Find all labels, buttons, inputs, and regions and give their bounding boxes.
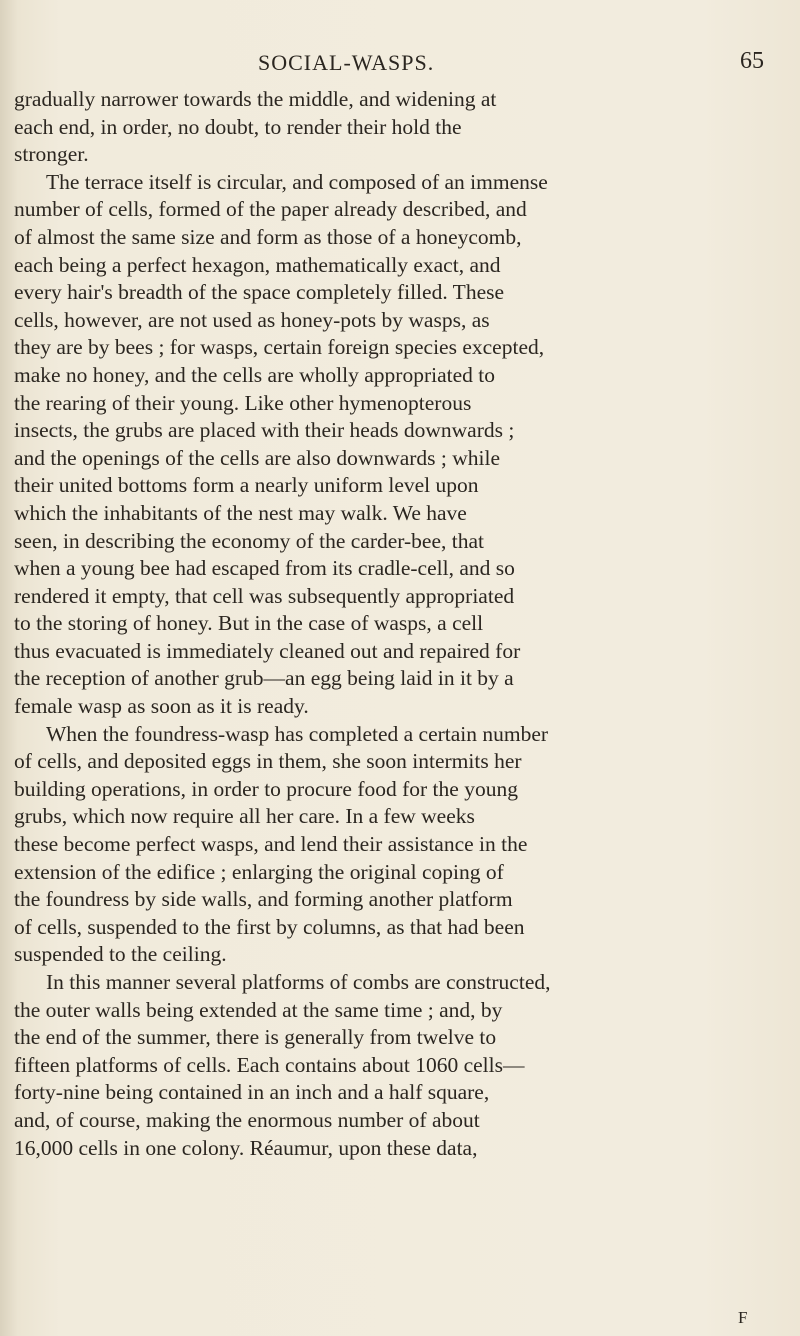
text-line: the foundress by side walls, and forming another platform	[14, 887, 513, 912]
text-line: gradually narrower towards the middle, and widening at	[14, 87, 497, 111]
text-line: number of cells, formed of the paper already described, and	[14, 197, 527, 222]
text-line: they are by bees ; for wasps, certain foreign species excepted,	[14, 335, 545, 360]
text-line: forty-nine being contained in an inch and a half square,	[14, 1080, 490, 1105]
running-title: SOCIAL-WASPS.	[258, 50, 435, 75]
text-line: seen, in describing the economy of the carder-bee, that	[14, 528, 484, 553]
text-line: thus evacuated is immediately cleaned out and repaired for	[14, 638, 521, 663]
running-head	[0, 50, 800, 80]
text-line: make no honey, and the cells are wholly appropriated to	[14, 362, 495, 387]
text-line: when a young bee had escaped from its cradle-cell, and so	[14, 556, 515, 581]
text-line: female wasp as soon as it is ready.	[14, 694, 309, 719]
text-line: every hair's breadth of the space completely filled. These	[14, 280, 505, 305]
text-line: each being a perfect hexagon, mathematically exact, and	[14, 252, 501, 277]
body-text	[14, 86, 790, 1162]
signature-mark: F	[738, 1308, 748, 1327]
text-line: to the storing of honey. But in the case of wasps, a cell	[14, 611, 484, 636]
text-line: these become perfect wasps, and lend their assistance in the	[14, 832, 528, 857]
text-line: the reception of another grub—an egg being laid in it by a	[14, 666, 514, 691]
text-line: of cells, suspended to the first by columns, as that had been	[14, 914, 525, 939]
paragraph-start-line: The terrace itself is circular, and composed of an immense	[46, 169, 548, 194]
text-line: 16,000 cells in one colony. Réaumur, upon these data,	[14, 1135, 478, 1160]
text-line: which the inhabitants of the nest may walk. We have	[14, 500, 467, 525]
text-line: each end, in order, no doubt, to render their hold the	[14, 114, 462, 139]
text-line: rendered it empty, that cell was subsequently appropriated	[14, 583, 515, 608]
text-line: fifteen platforms of cells. Each contains about 1060 cells—	[14, 1052, 525, 1077]
text-line: the end of the summer, there is generally from twelve to	[14, 1025, 497, 1050]
text-line: of cells, and deposited eggs in them, she soon intermits her	[14, 749, 522, 774]
text-line: building operations, in order to procure food for the young	[14, 776, 518, 801]
text-line: cells, however, are not used as honey-pots by wasps, as	[14, 307, 490, 332]
text-line: grubs, which now require all her care. In a few weeks	[14, 804, 475, 829]
page-number: 65	[740, 48, 764, 74]
text-line: suspended to the ceiling.	[14, 942, 227, 967]
text-line: stronger.	[14, 142, 89, 167]
text-line: the outer walls being extended at the same time ; and, by	[14, 997, 503, 1022]
text-line: and the openings of the cells are also downwards ; while	[14, 445, 501, 470]
text-line: the rearing of their young. Like other hymenopterous	[14, 390, 472, 415]
paragraph-start-line: In this manner several platforms of combs are constructed,	[46, 970, 551, 994]
text-line: extension of the edifice ; enlarging the original coping of	[14, 859, 504, 884]
text-line: of almost the same size and form as those of a honeycomb,	[14, 224, 522, 249]
text-line: their united bottoms form a nearly uniform level upon	[14, 473, 479, 498]
text-line: and, of course, making the enormous number of about	[14, 1107, 480, 1132]
paragraph-start-line: When the foundress-wasp has completed a certain number	[46, 721, 549, 746]
text-line: insects, the grubs are placed with their heads downwards ;	[14, 418, 515, 443]
